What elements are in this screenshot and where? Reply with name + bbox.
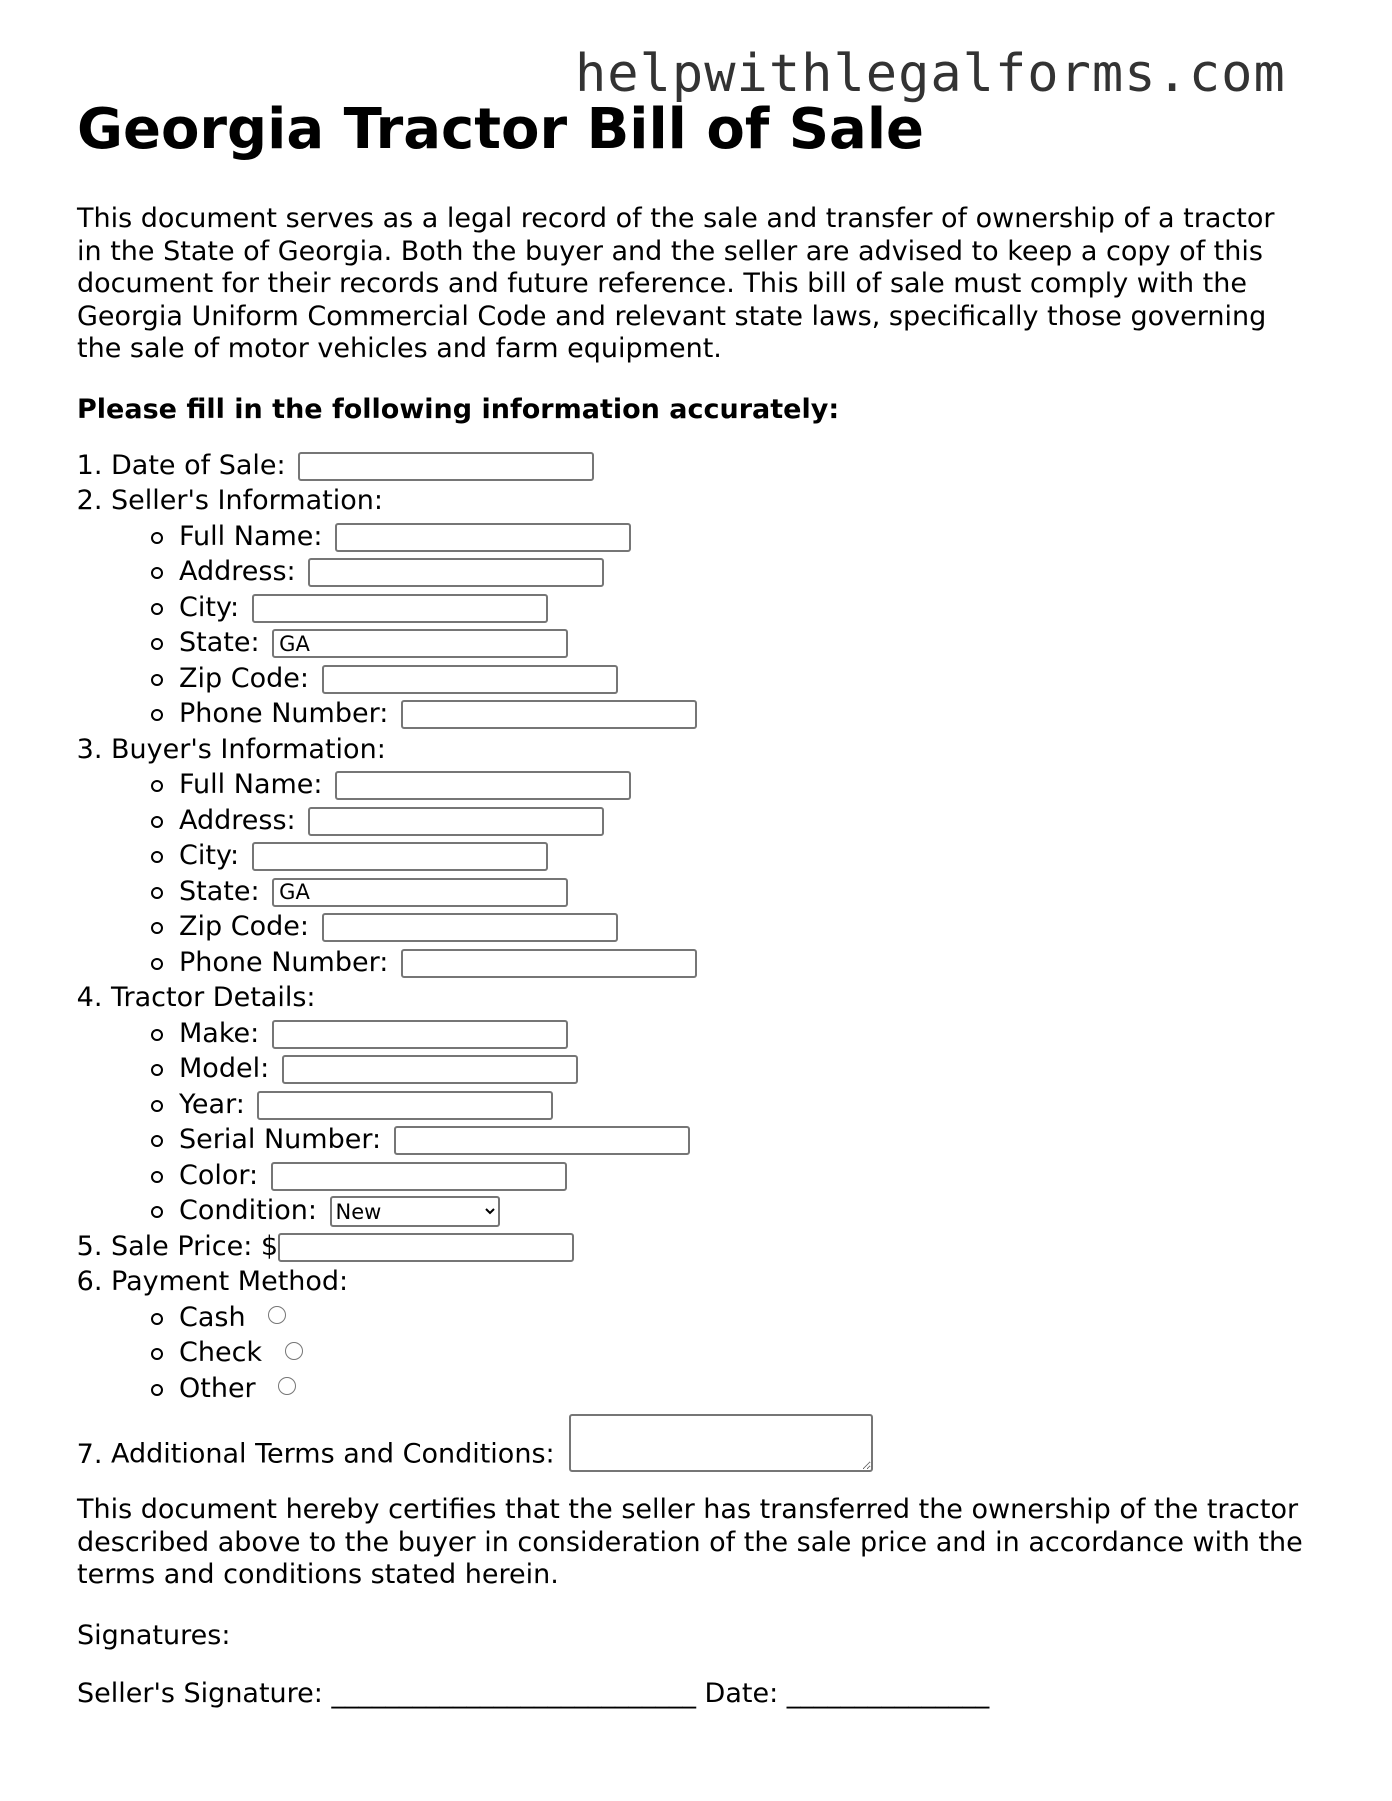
tractor-year-row [179,1087,1317,1123]
date-of-sale-input[interactable] [298,452,594,481]
payment-other-radio[interactable] [278,1377,296,1395]
seller-zip-input[interactable] [322,665,618,694]
tractor-make-row [179,1016,1317,1052]
form-list [77,448,1317,1473]
tractor-condition-row [179,1193,1317,1229]
buyer-address-label: Address: [179,804,296,836]
tractor-details-list [111,1016,1317,1229]
seller-zip-row [179,661,1317,697]
page-title: Georgia Tractor Bill of Sale [77,97,924,162]
seller-state-input[interactable] [272,629,568,658]
buyer-full-name-row [179,767,1317,803]
seller-full-name-label: Full Name: [179,520,323,552]
intro-paragraph: This document serves as a legal record of the sale and transfer of ownership of a tractor in the State of Georgia. Both the buyer and the seller are advised to keep a copy of this document for their records and future reference. This bill of sale must comply with the Georgia Uniform Commercial Code and relevant state laws, specifically those governing the sale of motor vehicles and farm equipment. [77,203,1275,364]
seller-city-row [179,590,1317,626]
seller-full-name-input[interactable] [335,523,631,552]
seller-phone-label: Phone Number: [179,698,389,729]
payment-check-radio[interactable] [285,1342,303,1360]
signatures-label: Signatures: [77,1619,231,1651]
tractor-year-label: Year: [179,1088,245,1120]
tractor-color-row [179,1158,1317,1194]
buyer-state-input[interactable] [272,878,568,907]
seller-zip-label: Zip Code: [179,662,309,694]
payment-check-label: Check [179,1337,263,1368]
date-of-sale-item [111,448,1317,484]
tractor-details-item [111,980,1317,1229]
tractor-model-input[interactable] [282,1055,578,1084]
seller-info-list [111,519,1317,732]
buyer-city-input[interactable] [252,842,548,871]
payment-other-row [179,1371,1317,1407]
buyer-phone-input[interactable] [401,949,697,978]
buyer-city-label: City: [179,840,240,871]
tractor-condition-label: Condition: [179,1195,317,1226]
sale-price-item [111,1229,1317,1265]
payment-other-label: Other [179,1372,256,1404]
sale-price-label: Sale Price: $ [111,1230,279,1262]
buyer-zip-input[interactable] [322,913,618,942]
seller-state-label: State: [179,627,260,658]
tractor-serial-label: Serial Number: [179,1124,382,1155]
tractor-color-input[interactable] [271,1162,567,1191]
seller-phone-row [179,696,1317,732]
tractor-make-input[interactable] [272,1020,568,1049]
buyer-address-row [179,803,1317,839]
buyer-city-row [179,838,1317,874]
payment-cash-row [179,1300,1317,1336]
seller-info-heading: Seller's Information: [111,485,383,516]
payment-method-item [111,1264,1317,1406]
payment-cash-radio[interactable] [268,1306,286,1324]
buyer-state-row [179,874,1317,910]
tractor-color-label: Color: [179,1159,259,1191]
payment-check-row [179,1335,1317,1371]
document-body [77,95,1317,1710]
seller-phone-input[interactable] [401,700,697,729]
instruction-text: Please fill in the following information accurately: [77,393,840,425]
seller-signature-line: Seller's Signature: ___________________________ Date: _______________ [77,1677,990,1709]
payment-method-list [111,1300,1317,1407]
seller-address-input[interactable] [308,558,604,587]
buyer-full-name-label: Full Name: [179,769,323,800]
seller-state-row [179,625,1317,661]
additional-terms-textarea[interactable] [569,1414,873,1472]
tractor-model-label: Model: [179,1053,270,1084]
buyer-phone-row [179,945,1317,981]
buyer-state-label: State: [179,875,260,907]
certification-paragraph: This document hereby certifies that the seller has transferred the ownership of the tractor described above to the buyer in consideration of the sale price and in accordance with the terms and conditions stated herein. [77,1494,1303,1590]
seller-full-name-row [179,519,1317,555]
buyer-zip-label: Zip Code: [179,911,309,942]
buyer-phone-label: Phone Number: [179,946,389,978]
buyer-info-heading: Buyer's Information: [111,733,386,765]
tractor-serial-input[interactable] [394,1126,690,1155]
additional-terms-item [111,1414,1317,1472]
seller-info-item [111,483,1317,732]
buyer-full-name-input[interactable] [335,771,631,800]
seller-address-label: Address: [179,556,296,587]
tractor-condition-select[interactable] [330,1196,500,1227]
buyer-info-item [111,732,1317,981]
tractor-serial-row [179,1122,1317,1158]
payment-cash-label: Cash [179,1301,246,1333]
additional-terms-label: Additional Terms and Conditions: [111,1438,555,1470]
date-of-sale-label: Date of Sale: [111,449,286,481]
tractor-model-row [179,1051,1317,1087]
buyer-zip-row [179,909,1317,945]
buyer-address-input[interactable] [308,807,604,836]
site-watermark: helpwithlegalforms.com [575,44,1286,104]
seller-city-label: City: [179,591,240,623]
buyer-info-list [111,767,1317,980]
tractor-make-label: Make: [179,1017,260,1049]
tractor-year-input[interactable] [257,1091,553,1120]
seller-city-input[interactable] [252,594,548,623]
sale-price-input[interactable] [278,1233,574,1262]
payment-method-heading: Payment Method: [111,1266,349,1297]
seller-address-row [179,554,1317,590]
tractor-details-heading: Tractor Details: [111,982,316,1013]
